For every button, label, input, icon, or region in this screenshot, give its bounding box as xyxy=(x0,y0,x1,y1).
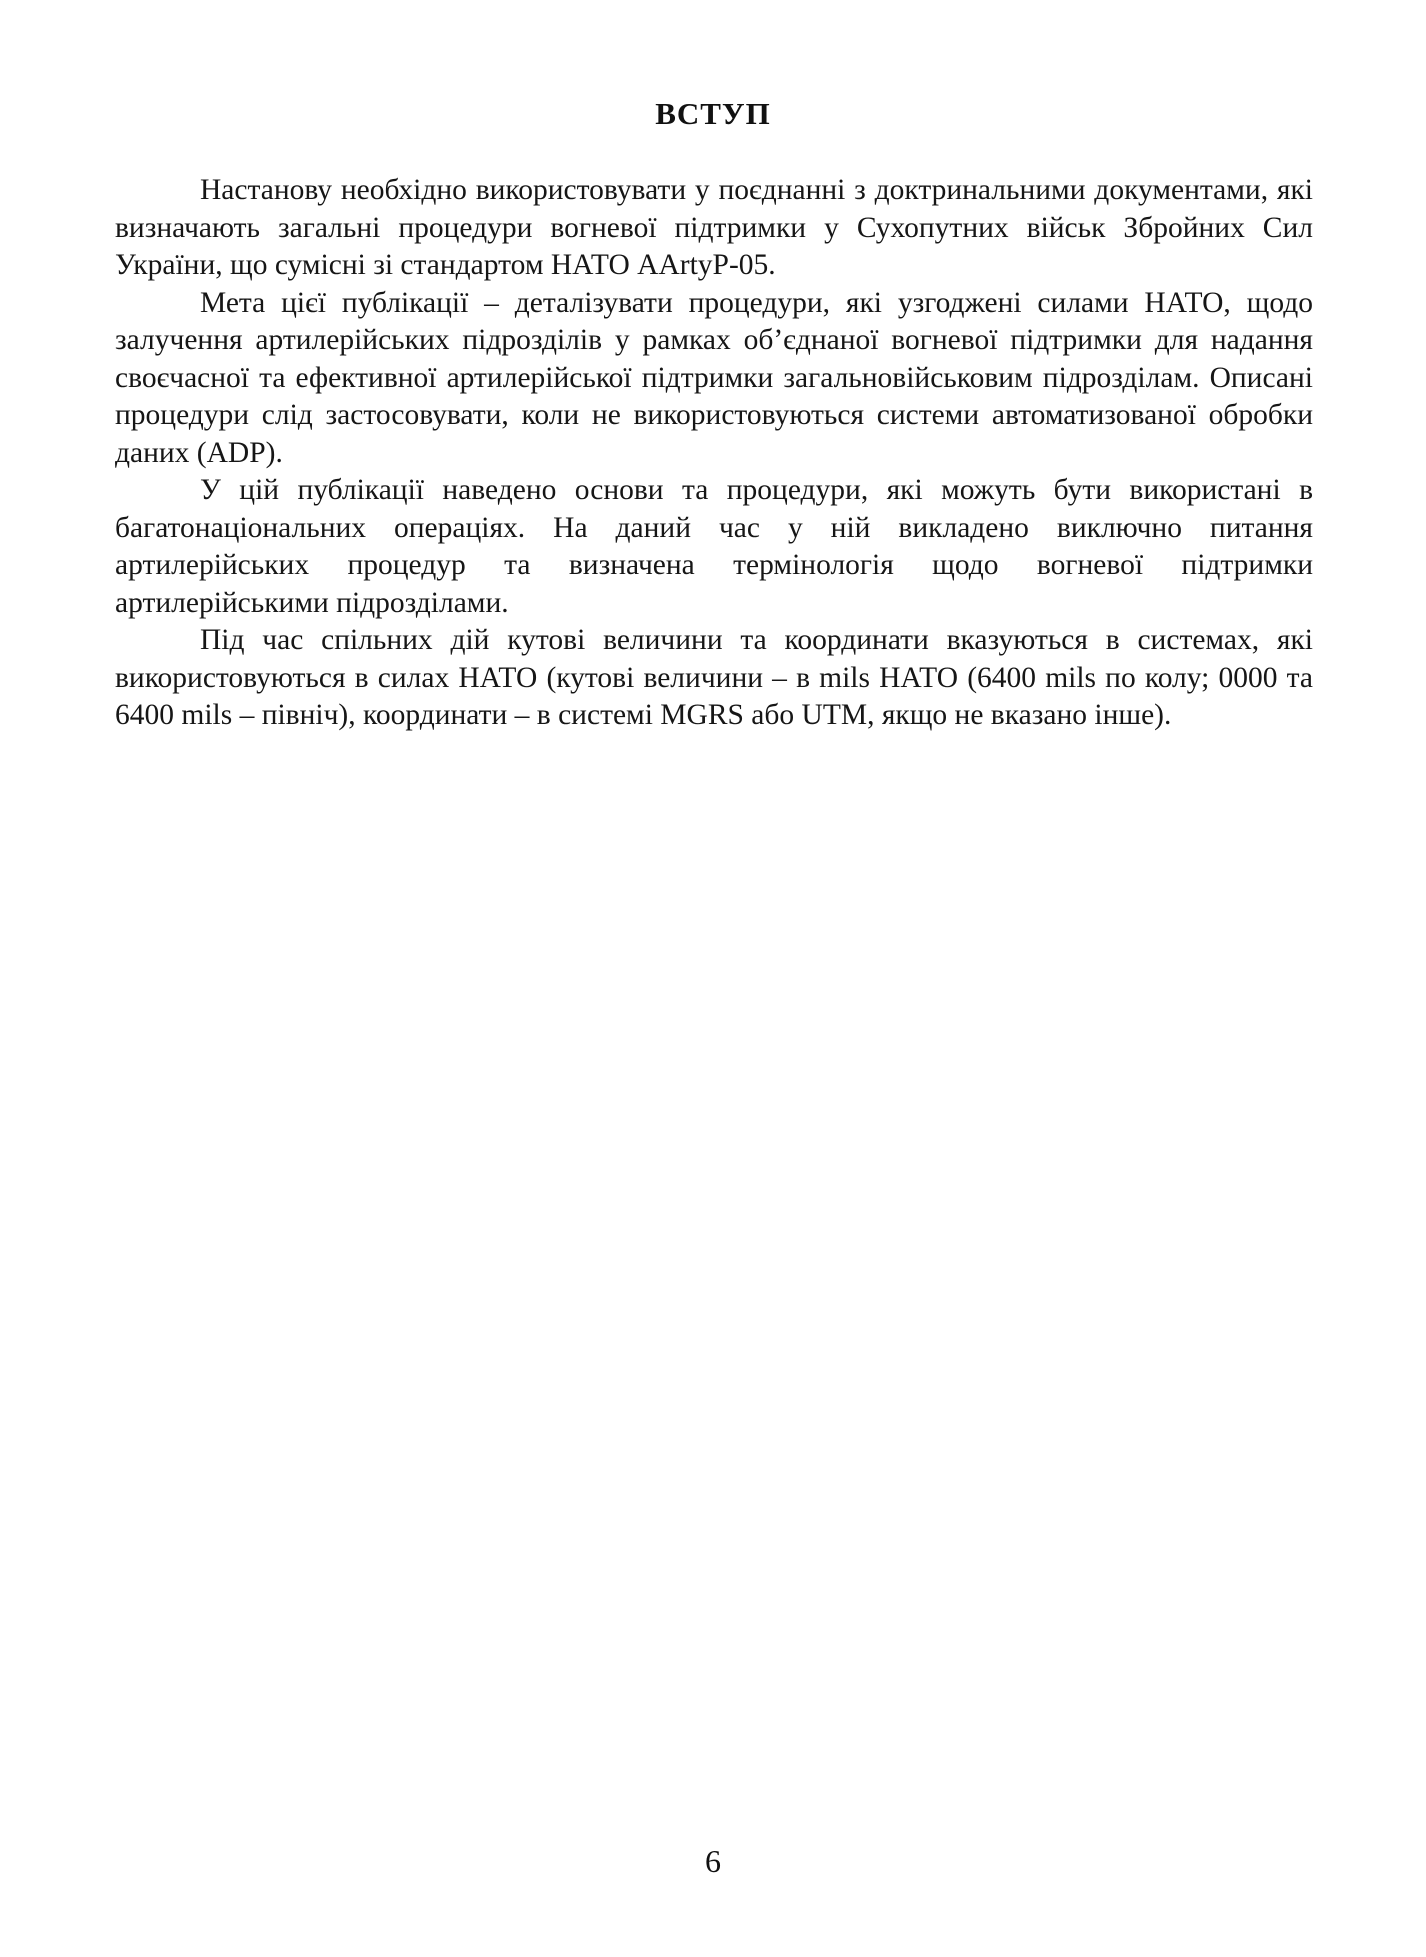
paragraph-3: У цій публікації наведено основи та процедури, які можуть бути використані в багатонаціональних операціях. На даний час у ній викладено виключно питання артилерійських процедур та визначена термінологія щодо вогневої підтримки артилерійськими підрозділами. xyxy=(115,474,1313,619)
paragraph-1: Настанову необхідно використовувати у поєднанні з доктринальними документами, які визначають загальні процедури вогневої підтримки у Сухопутних військ Збройних Сил України, що сумісні зі стандартом НАТО AArtyP-05. xyxy=(115,174,1313,281)
page-title: ВСТУП xyxy=(655,96,771,131)
paragraph-2: Мета цієї публікації – деталізувати процедури, які узгоджені силами НАТО, щодо залучення артилерійських підрозділів у рамках об’єднаної вогневої підтримки для надання своєчасної та ефективної артилерійської підтримки загальновійськовим підрозділам. Описані процедури слід застосовувати, коли не використовуються системи автоматизованої обробки даних (ADP). xyxy=(115,286,1313,469)
page-number: 6 xyxy=(705,1843,721,1879)
paragraph-4: Під час спільних дій кутові величини та координати вказуються в системах, які використовуються в силах НАТО (кутові величини – в mils НАТО (6400 mils по колу; 0000 та 6400 mils – північ), координати – в системі MGRS або UTM, якщо не вказано інше). xyxy=(115,624,1313,731)
document-body xyxy=(115,172,1313,735)
